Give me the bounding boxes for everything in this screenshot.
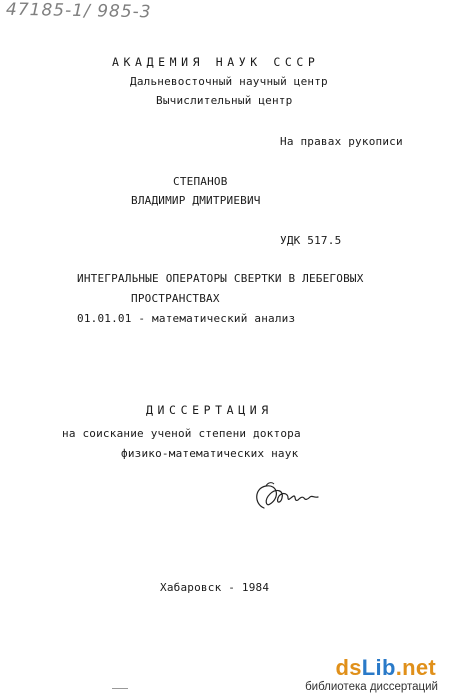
thesis-title-line2: ПРОСТРАНСТВАХ [131,292,220,305]
author-given-names: ВЛАДИМИР ДМИТРИЕВИЧ [131,194,261,207]
document-type: ДИССЕРТАЦИЯ [146,403,273,417]
academy-name: АКАДЕМИЯ НАУК СССР [112,55,320,69]
degree-line1: на соискание ученой степени доктора [62,427,301,440]
place-and-year: Хабаровск - 1984 [160,581,270,594]
rights-note: На правах рукописи [280,135,403,148]
logo-net: .net [395,655,436,680]
watermark-footer [0,639,450,697]
research-center: Дальневосточный научный центр [130,75,328,88]
specialty-code: 01.01.01 - математический анализ [77,312,296,325]
author-surname: СТЕПАНОВ [173,175,228,188]
watermark-subtitle: библиотека диссертаций [305,681,438,693]
handwritten-archive-note: 47185-1/ 985-3 [5,0,152,23]
computing-center: Вычислительный центр [156,94,293,107]
degree-line2: физико-математических наук [121,447,299,460]
logo-ds: ds [335,655,362,680]
author-signature [250,480,320,516]
udc-code: УДК 517.5 [280,234,342,247]
logo-lib: Lib [361,655,396,680]
thesis-title-line1: ИНТЕГРАЛЬНЫЕ ОПЕРАТОРЫ СВЕРТКИ В ЛЕБЕГОВЫХ [77,272,364,285]
dslib-logo [336,657,436,679]
